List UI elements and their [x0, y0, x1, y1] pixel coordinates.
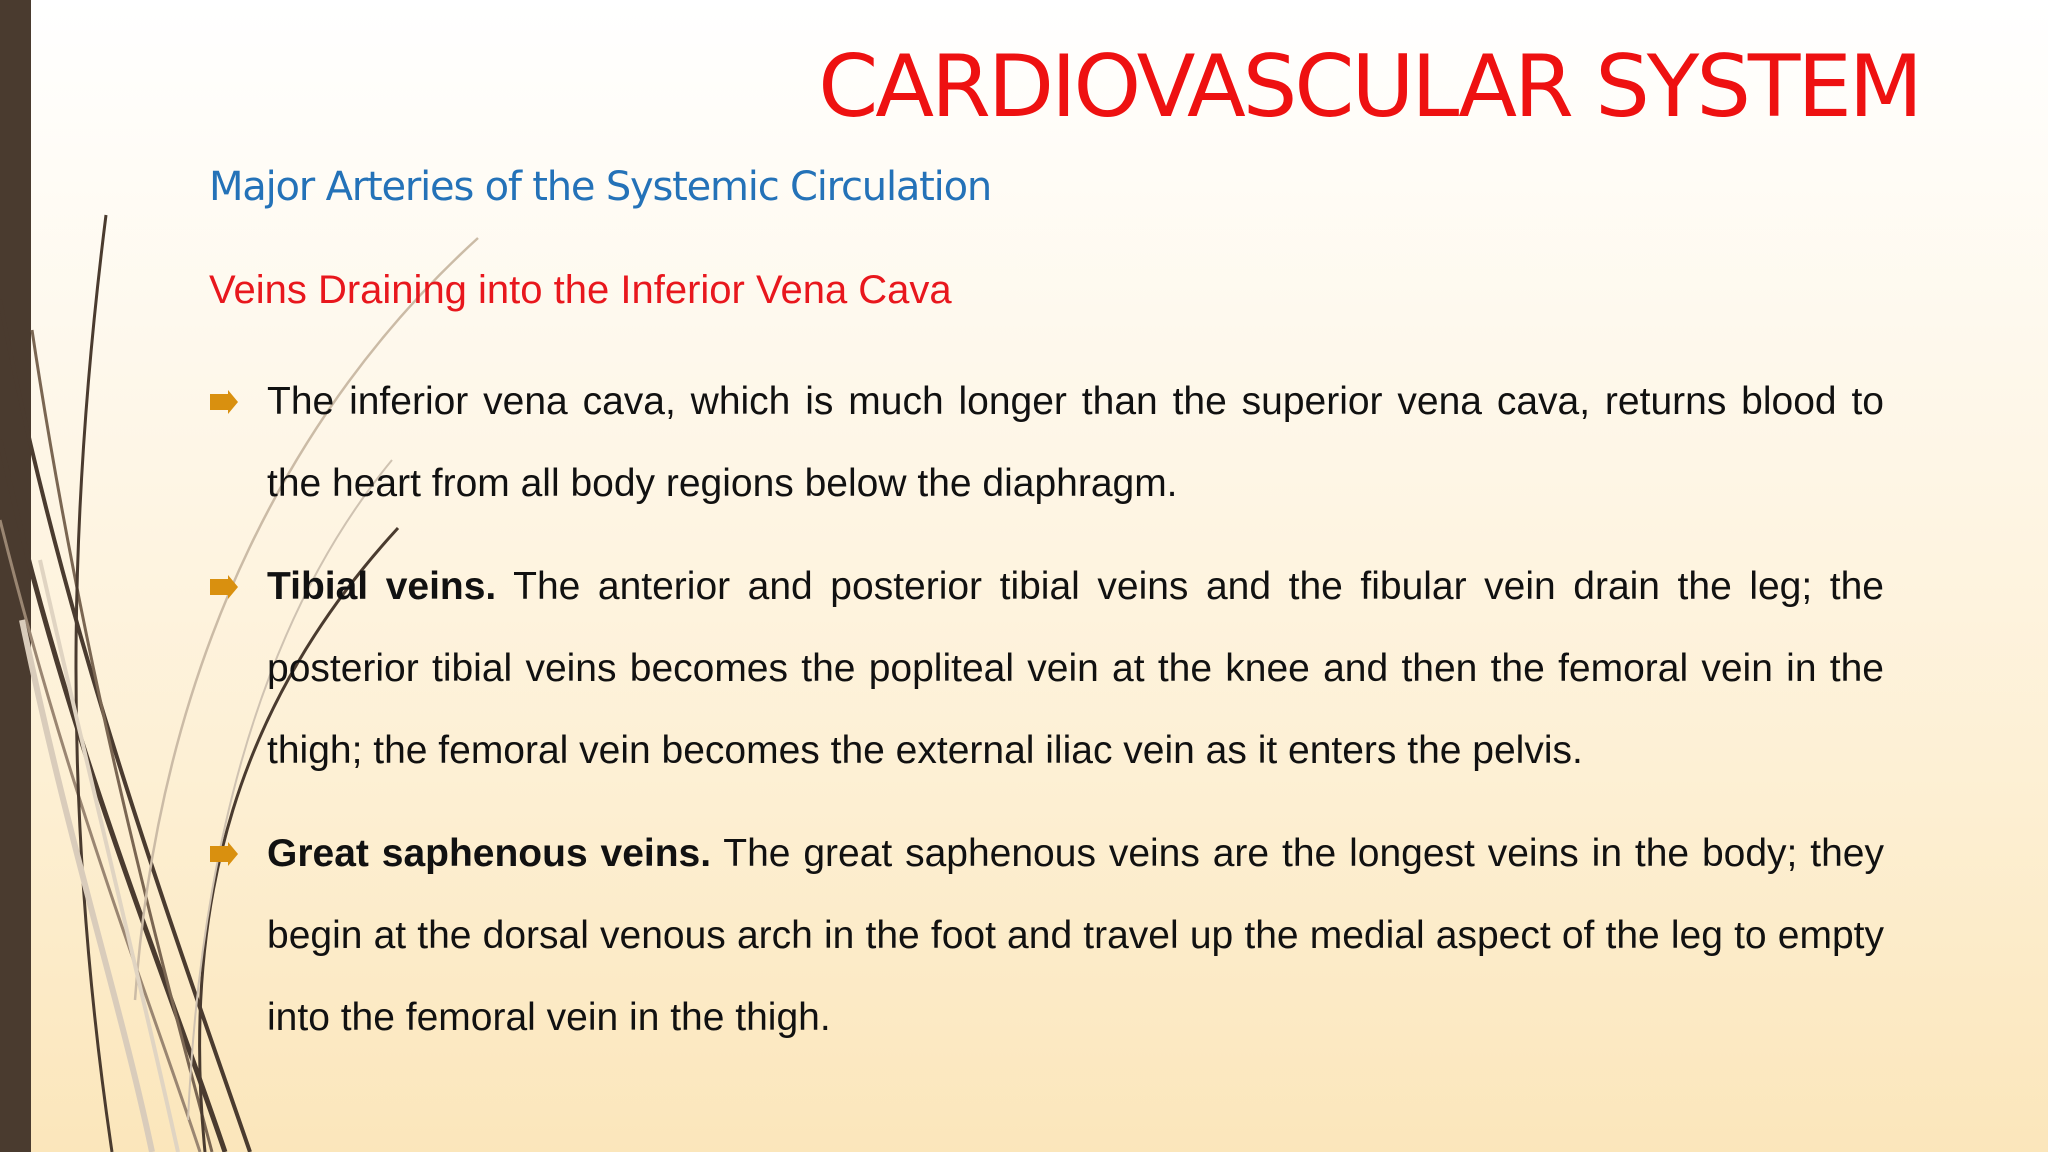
bullet-text: The great saphenous veins are the longest veins in the body; they begin at the dorsal venous arch in the foot and travel up the medial aspect of the leg to empty into the femoral vein in the thigh. — [267, 832, 1884, 1039]
arrow-right-icon — [209, 361, 239, 443]
bullet-term: Great saphenous veins. — [267, 832, 712, 875]
section-heading: Veins Draining into the Inferior Vena Cava — [209, 268, 952, 312]
bullet-item — [209, 361, 1884, 525]
bullet-text: The anterior and posterior tibial veins and the fibular vein drain the leg; the posterior tibial veins becomes the popliteal vein at the knee and then the femoral vein in the thigh; the femoral vein becomes the external iliac vein as it enters the pelvis. — [267, 565, 1884, 772]
bullet-term: Tibial veins. — [267, 565, 497, 608]
arrow-right-icon — [209, 546, 239, 628]
bullet-item — [209, 546, 1884, 792]
bullet-item — [209, 813, 1884, 1059]
bullet-list — [209, 361, 1884, 1080]
slide-title: CARDIOVASCULAR SYSTEM — [818, 37, 1920, 137]
slide-subtitle: Major Arteries of the Systemic Circulation — [209, 164, 992, 210]
bullet-text: The inferior vena cava, which is much longer than the superior vena cava, returns blood to the heart from all body regions below the diaphragm. — [267, 380, 1884, 505]
arrow-right-icon — [209, 813, 239, 895]
